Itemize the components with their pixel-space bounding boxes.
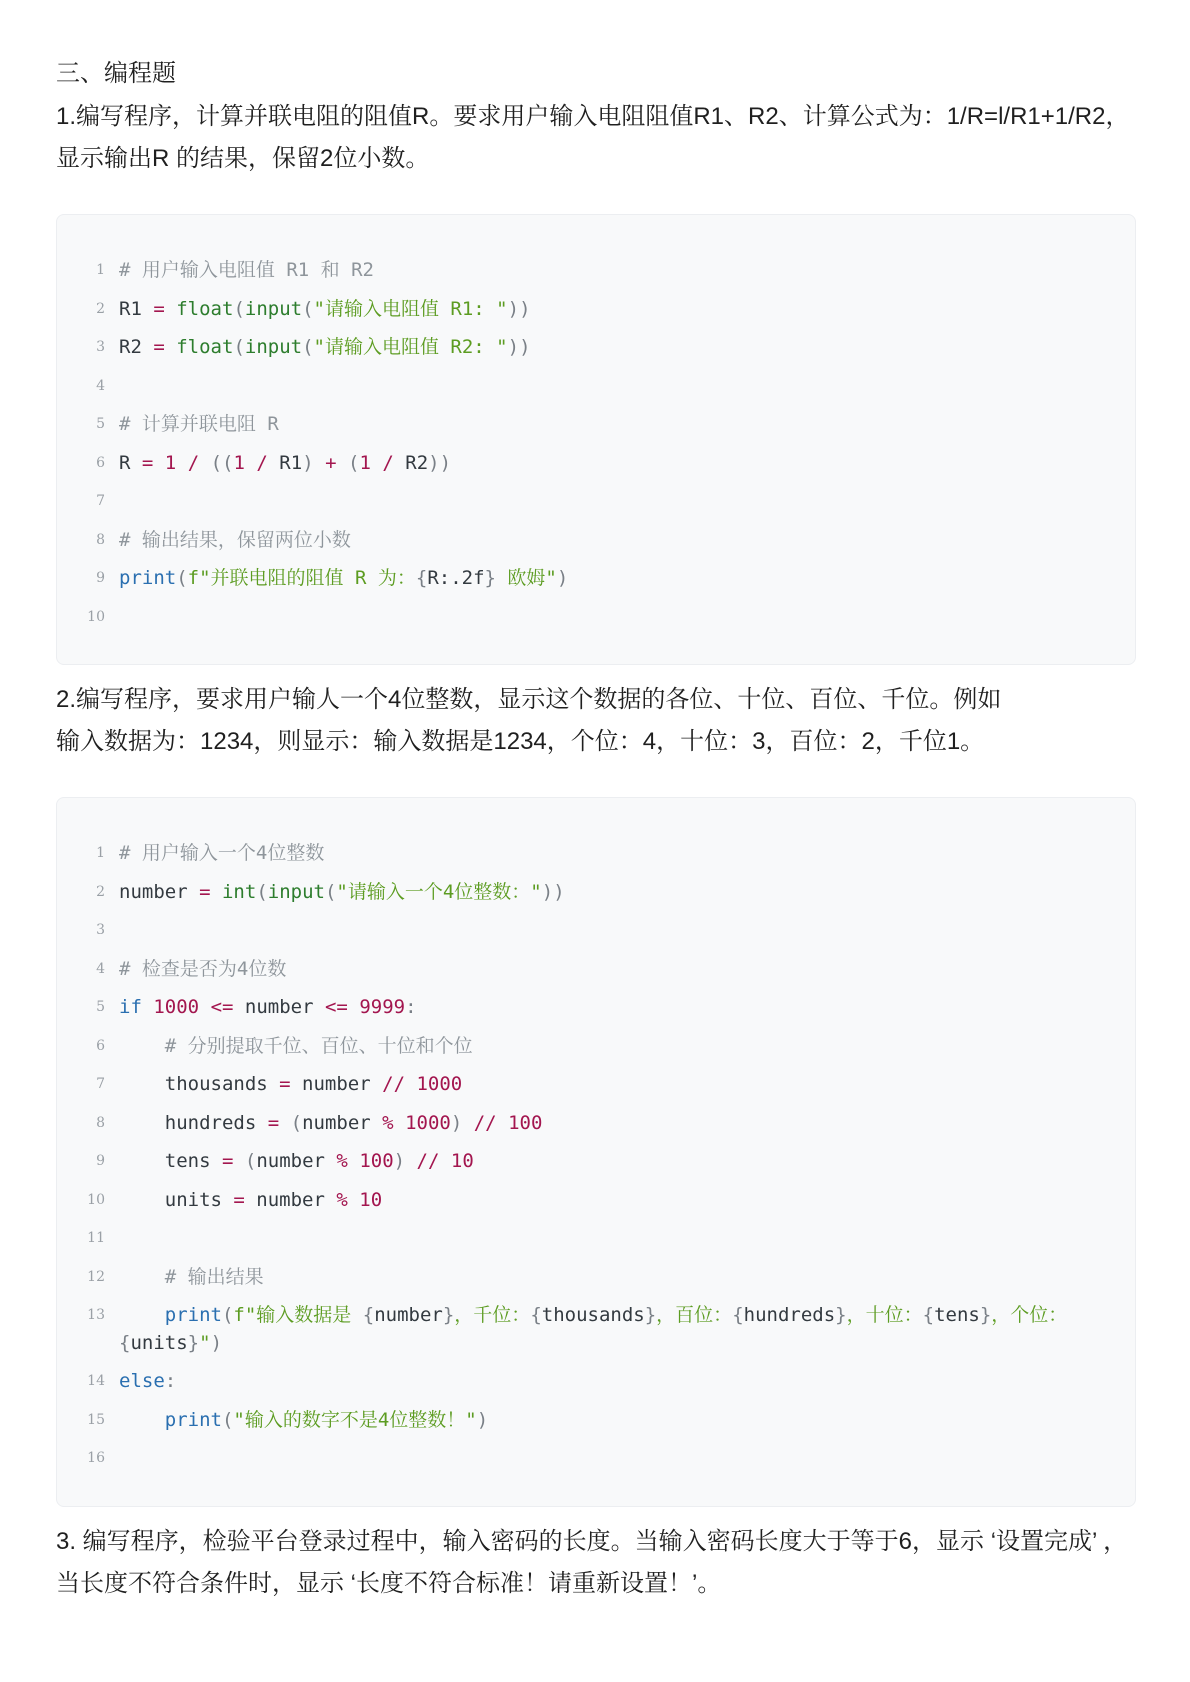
code-token: = xyxy=(267,1111,280,1134)
code-text xyxy=(119,290,1111,329)
code-token: int xyxy=(221,880,257,903)
line-number: 12 xyxy=(87,1268,105,1285)
code-text xyxy=(119,950,1111,989)
code-token: 100 xyxy=(508,1111,543,1134)
code-line xyxy=(71,834,1111,873)
code-token: # 用户输入一个4位整数 xyxy=(119,842,325,864)
code-text xyxy=(119,988,1111,1027)
code-line xyxy=(71,405,1111,444)
code-text xyxy=(119,1142,1111,1181)
line-number: 6 xyxy=(96,1037,105,1054)
code-token: / xyxy=(256,451,268,474)
code-token xyxy=(314,452,325,474)
code-token: ) xyxy=(476,1408,489,1431)
line-number: 5 xyxy=(96,416,105,432)
line-number: 7 xyxy=(96,493,105,509)
line-number: 4 xyxy=(96,960,105,977)
code-line xyxy=(71,1258,1111,1297)
code-token xyxy=(199,996,210,1018)
code-line xyxy=(71,1439,1111,1478)
code-text xyxy=(119,873,1111,912)
code-token: tens xyxy=(119,1150,222,1172)
code-token: hundreds xyxy=(119,1111,268,1134)
code-line xyxy=(71,1219,1111,1258)
code-line xyxy=(71,444,1111,483)
code-token: f"并联电阻的阻值 R 为： xyxy=(187,567,416,589)
code-token: # 输出结果 xyxy=(164,1265,264,1288)
line-number: 11 xyxy=(87,1230,105,1246)
line-number: 10 xyxy=(87,1191,105,1208)
line-number: 14 xyxy=(87,1373,105,1389)
code-token xyxy=(153,452,164,474)
code-token: # 分别提取千位、百位、十位和个位 xyxy=(164,1034,473,1057)
code-text xyxy=(119,405,1111,444)
code-token: ( xyxy=(290,1111,303,1134)
code-token: f"输入数据是 xyxy=(233,1304,363,1326)
code-token: )) xyxy=(507,297,531,320)
line-number: 7 xyxy=(96,1076,105,1092)
code-token: // xyxy=(416,1150,440,1172)
code-token: { xyxy=(732,1304,744,1326)
code-text xyxy=(119,1027,1111,1066)
code-token: } xyxy=(644,1304,657,1326)
code-token: { xyxy=(922,1304,935,1326)
code-token: = xyxy=(141,451,154,474)
line-number: 15 xyxy=(87,1411,105,1428)
code-token: thousands xyxy=(541,1304,645,1326)
code-token: number xyxy=(290,1073,383,1095)
line-number: 13 xyxy=(87,1307,105,1323)
code-token: ( xyxy=(233,336,245,358)
code-token: "请输入一个4位整数：" xyxy=(336,880,542,903)
code-token: : xyxy=(405,996,417,1018)
code-token: % xyxy=(382,1111,394,1134)
code-token: : xyxy=(164,1370,177,1392)
question-3: 3. 编写程序，检验平台登录过程中，输入密码的长度。当输入密码长度大于等于6，显示 ‘设置完成’ ，当长度不符合条件时，显示 ‘长度不符合标准！请重新设置！’。 xyxy=(56,1527,1128,1597)
line-number: 2 xyxy=(96,300,105,317)
code-token: / xyxy=(187,451,200,474)
code-token: ，千位： xyxy=(454,1304,531,1326)
code-line xyxy=(71,521,1111,560)
code-token: # 检查是否为4位数 xyxy=(119,957,287,980)
line-number: 1 xyxy=(96,262,105,278)
line-number: 8 xyxy=(96,1114,105,1131)
code-line xyxy=(71,911,1111,950)
code-line xyxy=(71,1104,1111,1143)
line-number: 4 xyxy=(96,377,105,394)
code-token: R xyxy=(119,451,142,474)
code-line xyxy=(71,598,1111,637)
code-token: 100 xyxy=(359,1150,394,1172)
code-token xyxy=(371,452,382,474)
code-token: ) xyxy=(393,1150,406,1172)
code-text xyxy=(119,1401,1111,1440)
document-page xyxy=(56,56,1136,1605)
code-token: "请输入电阻值 R1: " xyxy=(313,297,508,320)
code-line xyxy=(71,1181,1111,1220)
code-token xyxy=(405,1073,416,1095)
code-line xyxy=(71,873,1111,912)
code-token: )) xyxy=(541,880,565,903)
code-token: = xyxy=(279,1073,291,1095)
line-number: 9 xyxy=(96,1153,105,1169)
code-token xyxy=(165,298,176,320)
code-token xyxy=(119,1266,165,1288)
code-token: { xyxy=(530,1304,542,1326)
code-token: } xyxy=(484,567,496,589)
code-text xyxy=(119,1362,1111,1401)
code-token: 1 xyxy=(359,451,371,474)
code-token xyxy=(462,1112,473,1134)
code-token: # 计算并联电阻 R xyxy=(119,413,279,435)
code-token xyxy=(348,1189,359,1211)
code-token: ( xyxy=(302,297,314,320)
code-line xyxy=(71,251,1111,290)
code-token: input xyxy=(267,880,325,903)
code-token: input xyxy=(244,336,303,358)
code-token: 欧姆" xyxy=(495,567,557,589)
code-text xyxy=(119,834,1111,873)
code-token: ，个位： xyxy=(991,1304,1068,1326)
code-token: )) xyxy=(507,336,531,358)
code-text xyxy=(119,1258,1111,1297)
code-line xyxy=(71,1362,1111,1401)
code-token: ，百位： xyxy=(656,1304,733,1326)
code-token xyxy=(199,452,210,474)
code-line xyxy=(71,559,1111,598)
code-text xyxy=(119,1296,1111,1362)
code-token: 10 xyxy=(359,1188,383,1211)
code-token: / xyxy=(382,451,394,474)
code-token xyxy=(142,996,153,1018)
code-token: ( xyxy=(244,1150,257,1172)
code-token: ( xyxy=(302,336,314,358)
code-text xyxy=(119,1065,1111,1104)
code-token: R2 xyxy=(393,451,429,474)
code-token: % xyxy=(336,1150,348,1172)
code-token: } xyxy=(442,1304,455,1326)
code-line xyxy=(71,950,1111,989)
code-token xyxy=(439,1150,450,1172)
code-token xyxy=(394,1112,405,1134)
code-line xyxy=(71,1296,1111,1362)
code-token: % xyxy=(336,1188,348,1211)
code-token: // xyxy=(473,1111,497,1134)
code-token: ) xyxy=(450,1111,463,1134)
code-token: } xyxy=(979,1304,992,1326)
code-token: <= xyxy=(324,996,348,1018)
code-token xyxy=(119,1035,165,1057)
code-token xyxy=(348,996,359,1018)
code-token: number xyxy=(233,996,325,1018)
code-token: { xyxy=(415,567,428,589)
question-1: 1.编写程序，计算并联电阻的阻值R。要求用户输入电阻阻值R1、R2、计算公式为：1/R=l/R1+1/R2，显示输出R 的结果，保留2位小数。 xyxy=(56,103,1130,172)
code-block-2 xyxy=(56,797,1136,1507)
code-token: # 输出结果，保留两位小数 xyxy=(119,528,351,551)
code-token: ( xyxy=(348,451,360,474)
code-text xyxy=(119,521,1111,560)
code-token: 1000 xyxy=(416,1073,463,1095)
code-text xyxy=(119,1181,1111,1220)
line-number: 2 xyxy=(96,883,105,900)
line-number: 3 xyxy=(96,922,105,938)
code-token xyxy=(165,336,176,358)
code-token: else xyxy=(119,1370,165,1392)
code-token: = xyxy=(221,1150,234,1172)
code-token: <= xyxy=(210,996,234,1018)
code-token xyxy=(211,881,222,903)
code-token: { xyxy=(362,1304,375,1326)
code-token: "输入的数字不是4位整数！" xyxy=(233,1408,477,1431)
code-token xyxy=(348,1150,359,1172)
code-token: number xyxy=(302,1111,383,1134)
code-token: R2 xyxy=(119,336,154,358)
line-number: 6 xyxy=(96,454,105,471)
line-number: 10 xyxy=(87,608,105,625)
question-2-line-2: 输入数据为：1234，则显示：输入数据是1234，个位：4，十位：3，百位：2，千位1。 xyxy=(56,728,985,755)
code-token: )) xyxy=(428,451,452,474)
code-token: (( xyxy=(210,451,234,474)
code-line xyxy=(71,367,1111,406)
code-token xyxy=(233,1150,244,1172)
code-text xyxy=(119,559,1111,598)
code-block-1 xyxy=(56,214,1136,665)
code-token: " xyxy=(199,1332,211,1354)
code-line xyxy=(71,988,1111,1027)
code-token: 10 xyxy=(450,1150,474,1172)
code-token: + xyxy=(325,451,337,474)
code-token xyxy=(176,452,187,474)
code-token: number xyxy=(256,1150,337,1172)
code-line xyxy=(71,1065,1111,1104)
code-token: ( xyxy=(221,1304,234,1326)
line-number: 16 xyxy=(87,1450,105,1466)
code-token: 1000 xyxy=(405,1111,451,1134)
code-text xyxy=(119,328,1111,367)
question-2-line-1: 2.编写程序，要求用户输人一个4位整数，显示这个数据的各位、十位、百位、千位。例如 xyxy=(56,686,1002,713)
code-text xyxy=(119,251,1111,290)
code-token: number xyxy=(119,880,200,903)
code-text xyxy=(119,444,1111,483)
code-text xyxy=(119,1104,1111,1143)
section-title: 三、编程题 xyxy=(56,60,176,87)
code-token: print xyxy=(119,567,177,589)
code-token xyxy=(497,1112,508,1134)
code-token: ( xyxy=(324,880,337,903)
code-token: units xyxy=(130,1332,188,1354)
code-token: ) xyxy=(302,451,314,474)
code-token: # 用户输入电阻值 R1 和 R2 xyxy=(119,259,374,281)
code-token: if xyxy=(119,996,142,1018)
code-token: thousands xyxy=(119,1073,280,1095)
code-token: units xyxy=(119,1188,234,1211)
code-token: = xyxy=(153,297,165,320)
line-number: 3 xyxy=(96,339,105,355)
code-token: 1000 xyxy=(153,996,200,1018)
code-token xyxy=(119,1304,165,1326)
line-number: 1 xyxy=(96,845,105,861)
code-token: R:.2f xyxy=(427,567,485,589)
line-number: 5 xyxy=(96,999,105,1015)
code-token: } xyxy=(835,1304,847,1326)
code-token: number xyxy=(374,1304,443,1326)
line-number: 9 xyxy=(96,570,105,586)
code-token: ( xyxy=(233,297,245,320)
code-token: ，十位： xyxy=(846,1304,923,1326)
code-token: R1 xyxy=(119,297,154,320)
code-token: 1 xyxy=(233,451,245,474)
code-line xyxy=(71,1401,1111,1440)
code-token: 9999 xyxy=(359,996,406,1018)
code-token: "请输入电阻值 R2: " xyxy=(313,336,508,358)
code-token: input xyxy=(244,297,303,320)
code-line xyxy=(71,482,1111,521)
code-token: = xyxy=(233,1188,245,1211)
line-number: 8 xyxy=(96,531,105,548)
code-token: = xyxy=(199,880,211,903)
code-token: { xyxy=(119,1332,131,1354)
code-token: ( xyxy=(221,1408,234,1431)
code-token: number xyxy=(244,1188,337,1211)
code-token: float xyxy=(176,336,234,358)
code-token: print xyxy=(164,1408,222,1431)
code-token xyxy=(337,452,348,474)
code-token: ) xyxy=(556,567,569,589)
code-token xyxy=(245,452,256,474)
code-token: hundreds xyxy=(743,1304,836,1326)
code-token: // xyxy=(382,1073,406,1095)
code-line xyxy=(71,328,1111,367)
code-token: ( xyxy=(176,567,188,589)
code-token: ( xyxy=(256,880,268,903)
code-token: } xyxy=(187,1332,200,1354)
code-token: print xyxy=(164,1304,222,1326)
code-token: = xyxy=(153,336,165,358)
code-token: ) xyxy=(210,1332,223,1354)
code-token xyxy=(279,1112,290,1134)
code-line xyxy=(71,1027,1111,1066)
code-token xyxy=(405,1150,416,1172)
code-token: 1 xyxy=(164,451,177,474)
code-line xyxy=(71,290,1111,329)
code-token: float xyxy=(176,297,234,320)
code-line xyxy=(71,1142,1111,1181)
code-token: R1 xyxy=(267,451,303,474)
code-token xyxy=(119,1409,165,1431)
code-token: tens xyxy=(934,1304,980,1326)
